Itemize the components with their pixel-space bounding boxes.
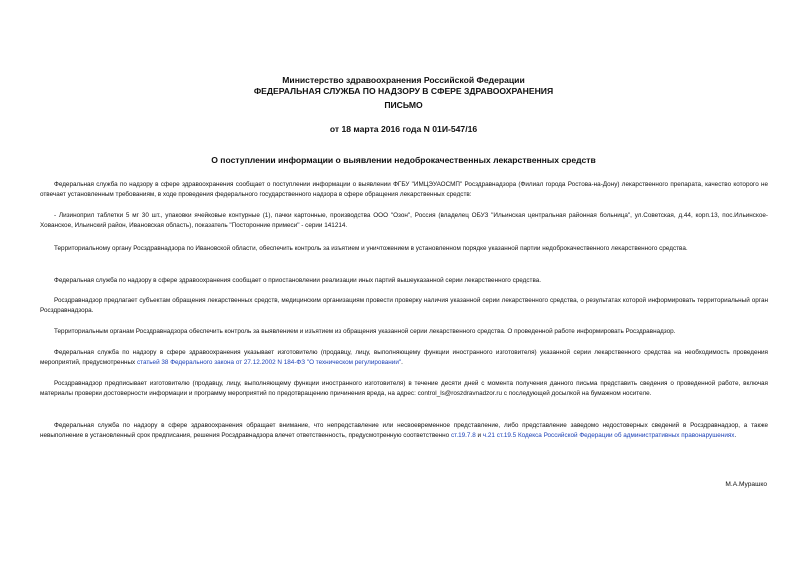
document-header xyxy=(0,75,807,97)
paragraph-text: Федеральная служба по надзору в сфере здравоохранения сообщает о приостановлении реализации иных партий вышеуказанной серии лекарственного средства. xyxy=(54,277,542,284)
paragraph-text-end: . xyxy=(401,359,403,366)
paragraph-6 xyxy=(40,327,768,337)
paragraph-text xyxy=(40,421,768,441)
paragraph-text-middle: и xyxy=(475,432,483,439)
law-184fz-link[interactable]: статьей 38 Федерального закона от 27.12.2002 N 184-ФЗ "О техническом регулировании" xyxy=(136,359,402,366)
paragraph-text-end: . xyxy=(734,432,737,439)
article-19-7-8-link[interactable]: ст.19.7.8 xyxy=(450,432,476,439)
document-type: ПИСЬМО xyxy=(384,100,423,110)
document-subject: О поступлении информации о выявлении недоброкачественных лекарственных средств xyxy=(211,155,596,165)
ministry-name: Министерство здравоохранения Российской Федерации xyxy=(282,75,525,85)
paragraph-4 xyxy=(40,276,768,286)
paragraph-8 xyxy=(40,379,768,399)
paragraph-3 xyxy=(40,244,768,254)
paragraph-text: Росздравнадзор предлагает субъектам обращения лекарственных средств, медицинским организациям провести проверку наличия указанной серии лекарственного средства, о результатах которой информировать территориальный орган Росздравнадзора. xyxy=(40,297,768,314)
paragraph-text xyxy=(40,348,768,368)
paragraph-1 xyxy=(40,180,768,200)
paragraph-text: Росздравнадзор предписывает изготовителю (продавцу, лицу, выполняющему функции иностранного изготовителя) в течение десяти дней с момента получения данного письма представить сведения о проведенной работе, включая материалы проверки достоверности информации и программу мероприятий по предотвращению причинения вреда, на адрес: control_ls@roszdravnadzor.ru с последующей досылкой на бумажном носителе. xyxy=(40,380,768,397)
paragraph-9 xyxy=(40,421,768,441)
paragraph-text-start: Федеральная служба по надзору в сфере здравоохранения обращает внимание, что непредставление или несвоевременное представление, либо представление заведомо недостоверных сведений в Росздравнадзор, а также невыполнение в установленный срок предписания, решения Росздравнадзора влечет ответственность, предусмотренную соответственно xyxy=(40,422,768,439)
paragraph-2 xyxy=(40,211,768,231)
paragraph-text-start: Федеральная служба по надзору в сфере здравоохранения указывает изготовителю (продавцу, лицу, выполняющему функции иностранного изготовителя) указанной серии лекарственного средства на необходимость проведения мероприятий, предусмотренных xyxy=(40,349,768,366)
paragraph-text: Территориальному органу Росздравнадзора по Ивановской области, обеспечить контроль за изъятием и уничтожением в установленном порядке указанной партии недоброкачественного лекарственного средства. xyxy=(54,245,688,252)
paragraph-text: Территориальным органам Росздравнадзора обеспечить контроль за выявлением и изъятием из обращения указанной серии лекарственного средства. О проведенной работе информировать Росздравнадзор. xyxy=(54,328,676,335)
koap-article-19-5-link[interactable]: ч.21 ст.19.5 Кодекса Российской Федерации об административных правонарушениях xyxy=(482,432,735,439)
paragraph-7 xyxy=(40,348,768,368)
paragraph-text: Федеральная служба по надзору в сфере здравоохранения сообщает о поступлении информации о выявлении ФГБУ "ИМЦЭУАОСМП" Росздравнадзора (Филиал города Ростова-на-Дону) лекарственного препарата, качество которого не отвечает установленным требованиям, в ходе проведения федерального государственного надзора в сфере обращения лекарственных средств: xyxy=(40,181,768,198)
agency-name: ФЕДЕРАЛЬНАЯ СЛУЖБА ПО НАДЗОРУ В СФЕРЕ ЗДРАВООХРАНЕНИЯ xyxy=(253,86,554,96)
signature: М.А.Мурашко xyxy=(725,481,767,488)
paragraph-5 xyxy=(40,296,768,316)
document-date-number: от 18 марта 2016 года N 01И-547/16 xyxy=(329,124,478,134)
paragraph-text: - Лизиноприл таблетки 5 мг 30 шт., упаковки ячейковые контурные (1), пачки картонные, производства ООО "Озон", Россия (владелец ОБУЗ "Ильинская центральная районная больница", ул.Советская, д.44, корп.13, пос.Ильинское-Хованское, Ильинский район, Ивановская область), показатель "Посторонние примеси" - серии 141214. xyxy=(40,212,768,229)
